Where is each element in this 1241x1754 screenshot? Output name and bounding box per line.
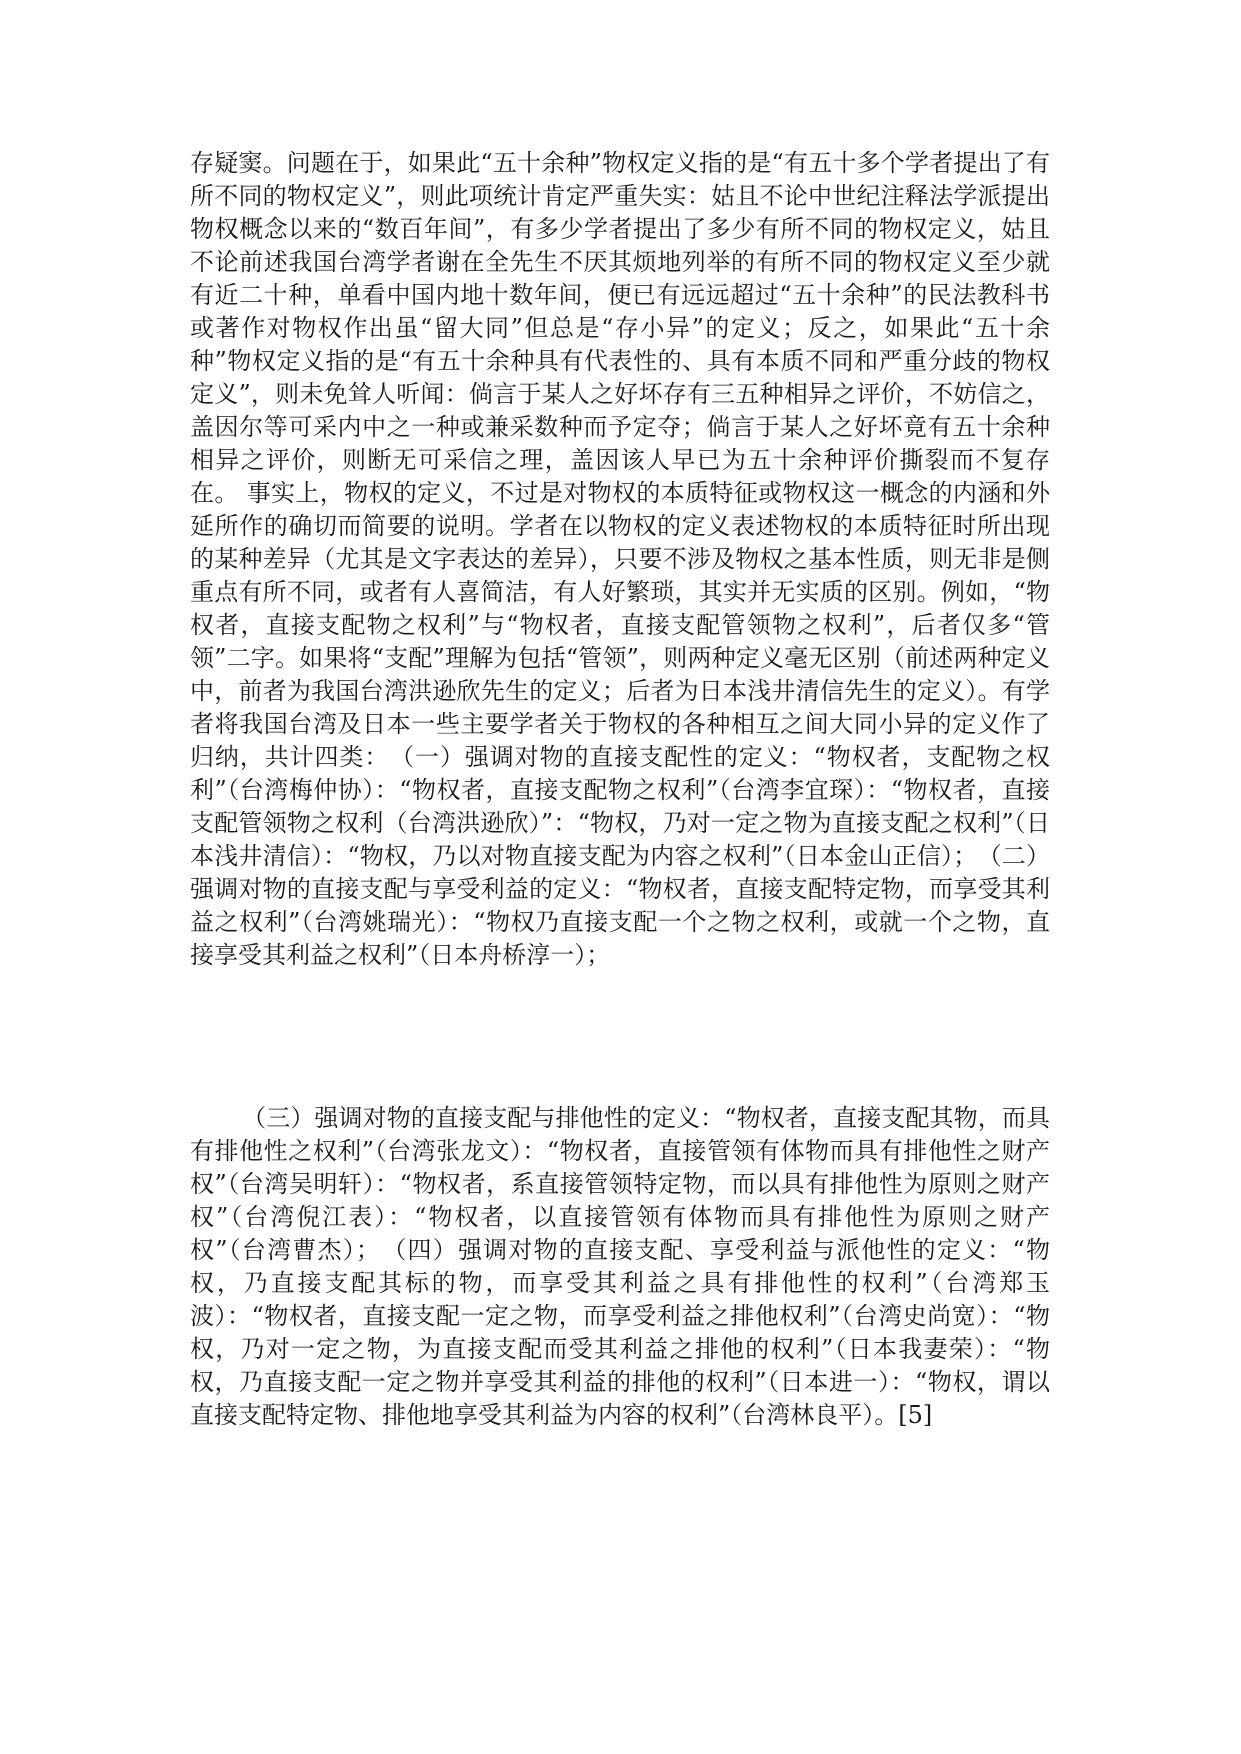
body-paragraph-2 xyxy=(190,1102,1050,1432)
body-paragraph-2-text: （三）强调对物的直接支配与排他性的定义：“物权者，直接支配其物，而具有排他性之权利”（台湾张龙文）：“物权者，直接管领有体物而具有排他性之财产权”（台湾吴明轩）：“物权者，系直接管领特定物，而以具有排他性为原则之财产权”（台湾倪江表）：“物权者，以直接管领有体物而具有排他性为原则之财产权”（台湾曹杰）； （四）强调对物的直接支配、享受利益与派他性的定义：“物权，乃直接支配其标的物，而享受其利益之具有排他性的权利”（台湾郑玉波）：“物权者，直接支配一定之物，而享受利益之排他权利”（台湾史尚宽）：“物权，乃对一定之物，为直接支配而受其利益之排他的权利”（日本我妻荣）：“物权，乃直接支配一定之物并享受其利益的排他的权利”（日本进一）：“物权，谓以直接支配特定物、排他地享受其利益为内容的权利”（台湾林良平）。[5] xyxy=(190,1104,1050,1429)
body-paragraph-1: 存疑窦。问题在于，如果此“五十余种”物权定义指的是“有五十多个学者提出了有所不同的物权定义”，则此项统计肯定严重失实：姑且不论中世纪注释法学派提出物权概念以来的“数百年间”，有多少学者提出了多少有所不同的物权定义，姑且不论前述我国台湾学者谢在全先生不厌其烦地列举的有所不同的物权定义至少就有近二十种，单看中国内地十数年间，便已有远远超过“五十余种”的民法教科书或著作对物权作出虽“留大同”但总是“存小异”的定义；反之，如果此“五十余种”物权定义指的是“有五十余种具有代表性的、具有本质不同和严重分歧的物权定义”，则未免耸人听闻：倘言于某人之好坏存有三五种相异之评价，不妨信之，盖因尔等可采内中之一种或兼采数种而予定夺；倘言于某人之好坏竟有五十余种相异之评价，则断无可采信之理，盖因该人早已为五十余种评价撕裂而不复存在。 事实上，物权的定义，不过是对物权的本质特征或物权这一概念的内涵和外延所作的确切而简要的说明。学者在以物权的定义表述物权的本质特征时所出现的某种差异（尤其是文字表达的差异），只要不涉及物权之基本性质，则无非是侧重点有所不同，或者有人喜简洁，有人好繁琐，其实并无实质的区别。例如，“物权者，直接支配物之权利”与“物权者，直接支配管领物之权利”，后者仅多“管领”二字。如果将“支配”理解为包括“管领”，则两种定义毫无区别（前述两种定义中，前者为我国台湾洪逊欣先生的定义；后者为日本浅井清信先生的定义）。有学者将我国台湾及日本一些主要学者关于物权的各种相互之间大同小异的定义作了归纳，共计四类： （一）强调对物的直接支配性的定义：“物权者，支配物之权利”（台湾梅仲协）：“物权者，直接支配物之权利”（台湾李宜琛）：“物权者，直接支配管领物之权利（台湾洪逊欣）”：“物权，乃对一定之物为直接支配之权利”（日本浅井清信）：“物权，乃以对物直接支配为内容之权利”（日本金山正信）； （二）强调对物的直接支配与享受利益的定义：“物权者，直接支配特定物，而享受其利益之权利”（台湾姚瑞光）：“物权乃直接支配一个之物之权利，或就一个之物，直接享受其利益之权利”（日本舟桥淳一）； xyxy=(190,149,1050,969)
